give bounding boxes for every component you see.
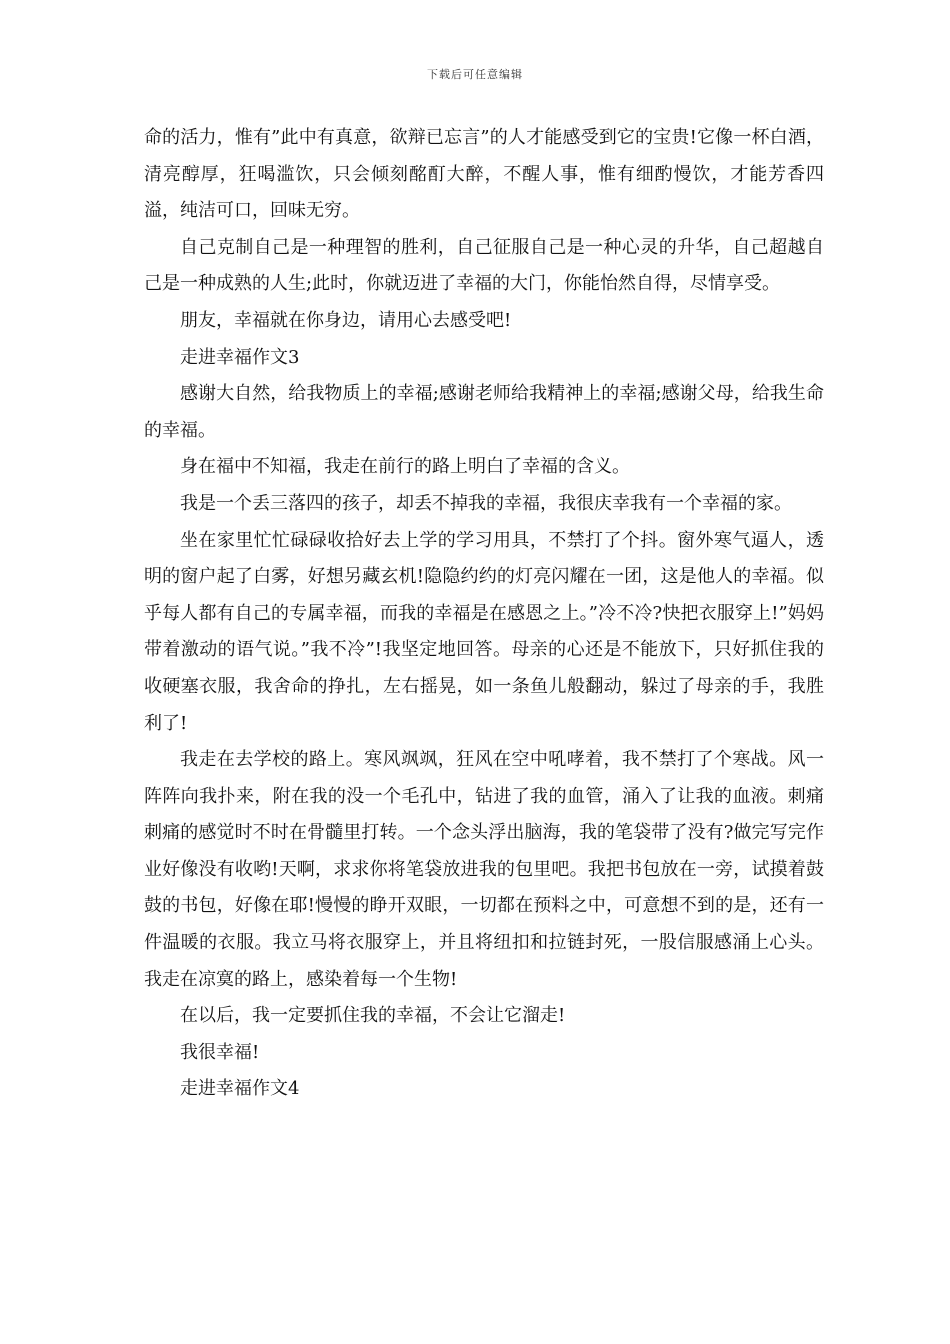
paragraph: 身在福中不知福，我走在前行的路上明白了幸福的含义。	[180, 456, 630, 478]
paragraph: 我很幸福!	[180, 1041, 260, 1063]
paragraph: 朋友，幸福就在你身边，请用心去感受吧!	[180, 309, 512, 331]
paragraph: 我走在去学校的路上。寒风飒飒，狂风在空中吼哮着，我不禁打了个寒战。风一阵阵向我扑来，附在我的没一个毛孔中，钻进了我的血管，涌入了让我的血液。刺痛刺痛的感觉时不时在骨髓里打转。一个念头浮出脑海，我的笔袋带了没有?做完写完作业好像没有收哟!天啊，求求你将笔袋放进我的包里吧。我把书包放在一旁，试摸着鼓鼓的书包，好像在耶!慢慢的睁开双眼，一切都在预料之中，可意想不到的是，还有一件温暖的衣服。我立马将衣服穿上，并且将纽扣和拉链封死，一股信服感涌上心头。我走在凉寞的路上，感染着每一个生物!	[144, 749, 824, 990]
paragraph: 我是一个丢三落四的孩子，却丢不掉我的幸福，我很庆幸我有一个幸福的家。	[180, 492, 792, 514]
paragraph: 坐在家里忙忙碌碌收拾好去上学的学习用具，不禁打了个抖。窗外寒气逼人，透明的窗户起了白雾，好想另藏玄机!隐隐约约的灯亮闪耀在一团，这是他人的幸福。似乎每人都有自己的专属幸福，而我的幸福是在感恩之上。”冷不冷?快把衣服穿上!”妈妈带着激动的语气说。”我不冷”!我坚定地回答。母亲的心还是不能放下，只好抓住我的收硬塞衣服，我舍命的挣扎，左右摇晃，如一条鱼儿般翻动，躲过了母亲的手，我胜利了!	[144, 529, 824, 734]
section-heading: 走进幸福作文3	[180, 346, 300, 368]
paragraph: 感谢大自然，给我物质上的幸福;感谢老师给我精神上的幸福;感谢父母，给我生命的幸福。	[144, 383, 824, 441]
paragraph: 命的活力，惟有”此中有真意，欲辩已忘言”的人才能感受到它的宝贵!它像一杯白酒，清亮醇厚，狂喝滥饮，只会倾刻酩酊大醉，不醒人事，惟有细酌慢饮，才能芳香四溢，纯洁可口，回味无穷。	[144, 127, 824, 222]
paragraph: 自己克制自己是一种理智的胜利，自己征服自己是一种心灵的升华，自己超越自己是一种成熟的人生;此时，你就迈进了幸福的大门，你能怡然自得，尽情享受。	[144, 236, 824, 295]
document-body	[144, 120, 824, 1108]
paragraph: 在以后，我一定要抓住我的幸福，不会让它溜走!	[180, 1005, 566, 1027]
page-header: 下载后可任意编辑	[427, 68, 523, 81]
section-heading: 走进幸福作文4	[180, 1078, 300, 1100]
